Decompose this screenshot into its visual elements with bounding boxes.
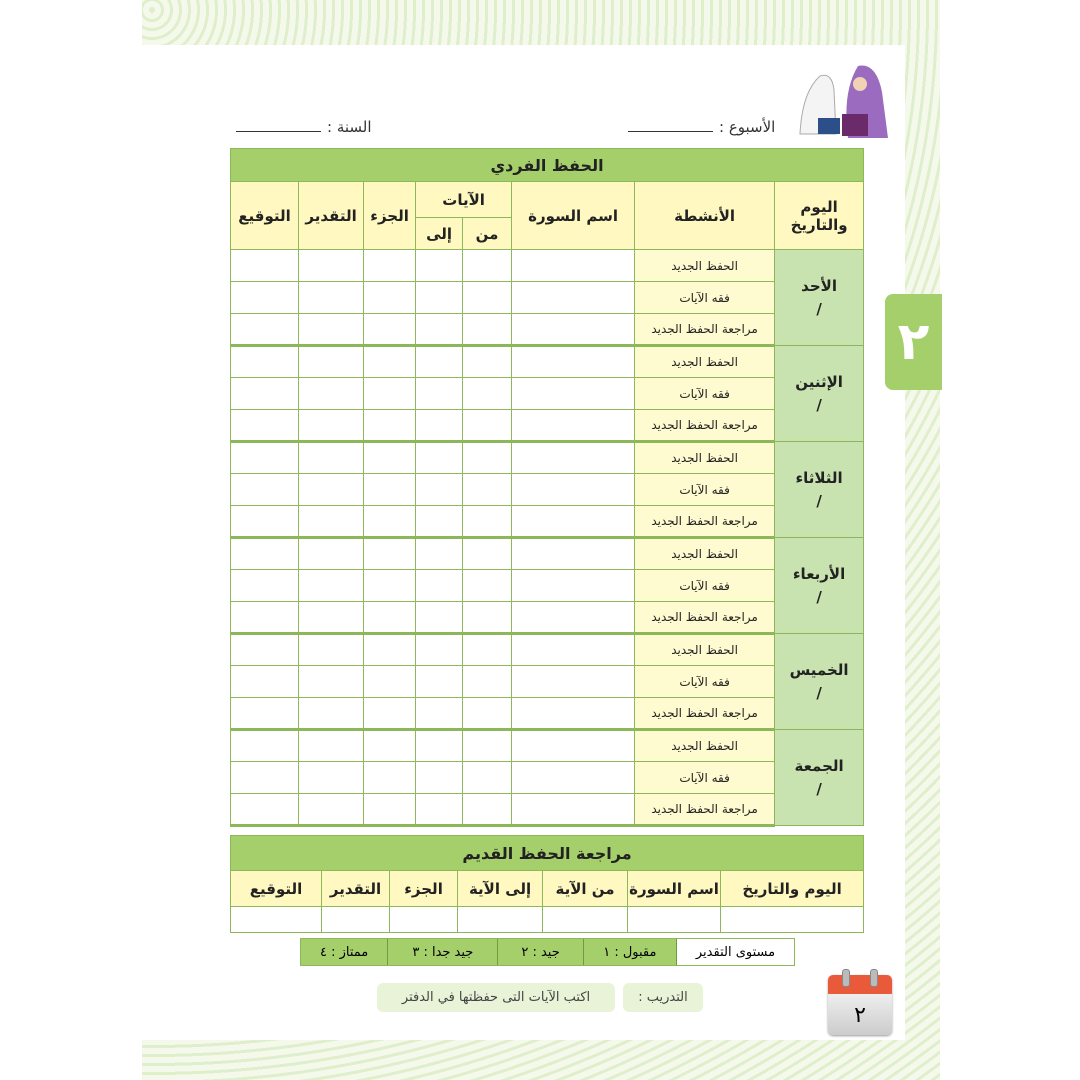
activity-cell: مراجعة الحفظ الجديد [635, 602, 775, 634]
entry-cell[interactable] [416, 378, 463, 410]
entry-cell[interactable] [364, 602, 416, 634]
activity-cell: فقه الآيات [635, 378, 775, 410]
entry-cell[interactable] [416, 634, 463, 666]
entry-cell[interactable] [364, 506, 416, 538]
entry-cell[interactable] [463, 762, 512, 794]
year-field[interactable] [236, 118, 372, 136]
day-cell [775, 634, 864, 730]
entry-cell[interactable] [463, 602, 512, 634]
col-header: اسم السورة [628, 871, 721, 907]
activity-cell: فقه الآيات [635, 282, 775, 314]
entry-cell[interactable] [416, 250, 463, 282]
entry-cell[interactable] [463, 410, 512, 442]
entry-cell[interactable] [299, 570, 364, 602]
table-row [231, 282, 864, 314]
table-row [231, 474, 864, 506]
legend-level: جيد : ٢ [497, 939, 582, 965]
table-row [231, 794, 864, 826]
col-from: من [463, 218, 512, 250]
legend-level: جيد جدا : ٣ [387, 939, 497, 965]
old-review-table [230, 835, 864, 933]
entry-cell[interactable] [299, 538, 364, 570]
col-to: إلى [416, 218, 463, 250]
entry-cell[interactable] [231, 666, 299, 698]
entry-cell[interactable] [299, 698, 364, 730]
entry-cell[interactable] [463, 666, 512, 698]
table-row [231, 666, 864, 698]
day-cell [775, 346, 864, 442]
entry-cell[interactable] [463, 634, 512, 666]
entry-cell[interactable] [231, 314, 299, 346]
entry-cell[interactable] [463, 570, 512, 602]
entry-cell[interactable] [463, 730, 512, 762]
entry-cell[interactable] [364, 314, 416, 346]
activity-cell: فقه الآيات [635, 666, 775, 698]
day-name: الأربعاء [792, 565, 846, 583]
col-header: التقدير [322, 871, 390, 907]
entry-cell[interactable] [364, 762, 416, 794]
entry-cell[interactable] [721, 907, 864, 933]
day-cell [775, 730, 864, 826]
entry-cell[interactable] [458, 907, 543, 933]
entry-cell[interactable] [512, 730, 635, 762]
entry-cell[interactable] [416, 282, 463, 314]
col-header: إلى الآية [458, 871, 543, 907]
entry-cell[interactable] [231, 410, 299, 442]
entry-cell[interactable] [364, 634, 416, 666]
entry-cell[interactable] [416, 346, 463, 378]
entry-cell[interactable] [463, 314, 512, 346]
day-cell [775, 538, 864, 634]
practice-text: اكتب الآيات التى حفظتها في الدفتر [377, 983, 615, 1012]
table-row [231, 314, 864, 346]
table-row [231, 634, 864, 666]
entry-cell[interactable] [463, 442, 512, 474]
entry-cell[interactable] [512, 794, 635, 826]
activity-cell: مراجعة الحفظ الجديد [635, 314, 775, 346]
entry-cell[interactable] [463, 474, 512, 506]
entry-cell[interactable] [416, 602, 463, 634]
entry-cell[interactable] [299, 282, 364, 314]
entry-cell[interactable] [463, 506, 512, 538]
activity-cell: فقه الآيات [635, 570, 775, 602]
entry-cell[interactable] [231, 282, 299, 314]
entry-cell[interactable] [299, 794, 364, 826]
col-grade: التقدير [299, 182, 364, 250]
table-title: الحفظ الفردي [231, 149, 864, 182]
entry-cell[interactable] [231, 762, 299, 794]
entry-cell[interactable] [416, 538, 463, 570]
entry-cell[interactable] [512, 314, 635, 346]
entry-cell[interactable] [463, 698, 512, 730]
col-surah: اسم السورة [512, 182, 635, 250]
entry-cell[interactable] [364, 666, 416, 698]
col-ayat: الآيات [416, 182, 512, 218]
entry-cell[interactable] [416, 698, 463, 730]
col-header: من الآية [543, 871, 628, 907]
col-header: الجزء [390, 871, 458, 907]
entry-cell[interactable] [231, 250, 299, 282]
entry-cell[interactable] [463, 794, 512, 826]
entry-cell[interactable] [512, 538, 635, 570]
grade-legend [300, 938, 795, 966]
table-row [231, 570, 864, 602]
entry-cell[interactable] [364, 410, 416, 442]
entry-cell[interactable] [364, 794, 416, 826]
entry-cell[interactable] [512, 762, 635, 794]
entry-cell[interactable] [364, 474, 416, 506]
legend-label: مستوى التقدير [676, 939, 794, 965]
entry-cell[interactable] [299, 506, 364, 538]
activity-cell: مراجعة الحفظ الجديد [635, 698, 775, 730]
col-header: التوقيع [231, 871, 322, 907]
table-row [231, 506, 864, 538]
entry-cell[interactable] [512, 666, 635, 698]
entry-cell[interactable] [299, 346, 364, 378]
entry-cell[interactable] [463, 346, 512, 378]
entry-cell[interactable] [512, 474, 635, 506]
entry-cell[interactable] [299, 762, 364, 794]
day-name: الأحد [801, 277, 837, 295]
col-day: اليوم والتاريخ [775, 182, 864, 250]
entry-cell[interactable] [416, 730, 463, 762]
practice-label: التدريب : [623, 983, 703, 1012]
entry-cell[interactable] [231, 602, 299, 634]
calendar-icon [828, 975, 892, 1035]
entry-cell[interactable] [231, 570, 299, 602]
entry-cell[interactable] [512, 250, 635, 282]
day-date: / [816, 683, 822, 702]
entry-cell[interactable] [416, 410, 463, 442]
entry-cell[interactable] [416, 762, 463, 794]
table-row [231, 762, 864, 794]
table-row [231, 730, 864, 762]
day-name: الإثنين [795, 373, 843, 391]
year-label: السنة : [327, 118, 372, 136]
entry-cell[interactable] [463, 250, 512, 282]
entry-cell[interactable] [512, 634, 635, 666]
table-row [231, 410, 864, 442]
entry-cell[interactable] [390, 907, 458, 933]
entry-cell[interactable] [543, 907, 628, 933]
entry-cell[interactable] [364, 378, 416, 410]
legend-level: ممتاز : ٤ [301, 939, 387, 965]
entry-cell[interactable] [299, 442, 364, 474]
col-signature: التوقيع [231, 182, 299, 250]
activity-cell: الحفظ الجديد [635, 538, 775, 570]
col-activities: الأنشطة [635, 182, 775, 250]
day-name: الخميس [789, 661, 849, 679]
day-date: / [816, 491, 822, 510]
entry-cell[interactable] [299, 730, 364, 762]
entry-cell[interactable] [512, 506, 635, 538]
entry-cell[interactable] [231, 506, 299, 538]
entry-cell[interactable] [416, 794, 463, 826]
activity-cell: مراجعة الحفظ الجديد [635, 410, 775, 442]
entry-cell[interactable] [512, 442, 635, 474]
week-field[interactable] [628, 118, 775, 136]
day-date: / [816, 299, 822, 318]
activity-cell: الحفظ الجديد [635, 730, 775, 762]
entry-cell[interactable] [299, 602, 364, 634]
entry-cell[interactable] [299, 474, 364, 506]
day-cell [775, 442, 864, 538]
entry-cell[interactable] [299, 378, 364, 410]
entry-cell[interactable] [299, 314, 364, 346]
table-row [231, 346, 864, 378]
week-label: الأسبوع : [719, 118, 776, 136]
entry-cell[interactable] [512, 602, 635, 634]
students-illustration [798, 62, 890, 138]
activity-cell: الحفظ الجديد [635, 250, 775, 282]
entry-cell[interactable] [299, 634, 364, 666]
entry-cell[interactable] [322, 907, 390, 933]
day-name: الثلاثاء [795, 469, 843, 487]
day-cell [775, 250, 864, 346]
entry-cell[interactable] [231, 907, 322, 933]
entry-cell[interactable] [231, 378, 299, 410]
entry-cell[interactable] [364, 250, 416, 282]
page-number: ٢ [854, 1003, 866, 1028]
activity-cell: مراجعة الحفظ الجديد [635, 506, 775, 538]
day-name: الجمعة [794, 757, 844, 775]
entry-cell[interactable] [364, 346, 416, 378]
entry-cell[interactable] [463, 538, 512, 570]
entry-cell[interactable] [364, 538, 416, 570]
table-row [231, 442, 864, 474]
entry-cell[interactable] [512, 570, 635, 602]
entry-cell[interactable] [463, 378, 512, 410]
entry-cell[interactable] [231, 346, 299, 378]
entry-cell[interactable] [231, 794, 299, 826]
entry-cell[interactable] [231, 442, 299, 474]
entry-cell[interactable] [416, 666, 463, 698]
entry-cell[interactable] [231, 698, 299, 730]
individual-memorization-table [230, 148, 864, 827]
activity-cell: الحفظ الجديد [635, 442, 775, 474]
entry-cell[interactable] [364, 442, 416, 474]
entry-cell[interactable] [231, 538, 299, 570]
activity-cell: مراجعة الحفظ الجديد [635, 794, 775, 826]
entry-cell[interactable] [463, 282, 512, 314]
entry-cell[interactable] [512, 346, 635, 378]
legend-level: مقبول : ١ [583, 939, 676, 965]
entry-cell[interactable] [299, 410, 364, 442]
activity-cell: الحفظ الجديد [635, 346, 775, 378]
entry-cell[interactable] [512, 378, 635, 410]
entry-cell[interactable] [231, 474, 299, 506]
entry-cell[interactable] [299, 250, 364, 282]
entry-cell[interactable] [416, 442, 463, 474]
entry-cell[interactable] [231, 634, 299, 666]
activity-cell: فقه الآيات [635, 762, 775, 794]
table-row [231, 602, 864, 634]
entry-cell[interactable] [628, 907, 721, 933]
activity-cell: الحفظ الجديد [635, 634, 775, 666]
entry-cell[interactable] [512, 410, 635, 442]
entry-cell[interactable] [299, 666, 364, 698]
day-date: / [816, 587, 822, 606]
day-date: / [816, 395, 822, 414]
entry-cell[interactable] [416, 474, 463, 506]
entry-cell[interactable] [416, 314, 463, 346]
entry-cell[interactable] [416, 506, 463, 538]
activity-cell: فقه الآيات [635, 474, 775, 506]
entry-cell[interactable] [416, 570, 463, 602]
table-row [231, 538, 864, 570]
entry-cell[interactable] [231, 730, 299, 762]
entry-cell[interactable] [364, 282, 416, 314]
table-title: مراجعة الحفظ القديم [231, 836, 864, 871]
table-row [231, 698, 864, 730]
entry-cell[interactable] [364, 570, 416, 602]
table-row [231, 250, 864, 282]
chapter-tab: ٢ [885, 294, 942, 390]
entry-cell[interactable] [512, 282, 635, 314]
entry-cell[interactable] [364, 730, 416, 762]
table-row [231, 378, 864, 410]
entry-cell[interactable] [364, 698, 416, 730]
col-juz: الجزء [364, 182, 416, 250]
entry-cell[interactable] [512, 698, 635, 730]
col-header: اليوم والتاريخ [721, 871, 864, 907]
day-date: / [816, 779, 822, 798]
